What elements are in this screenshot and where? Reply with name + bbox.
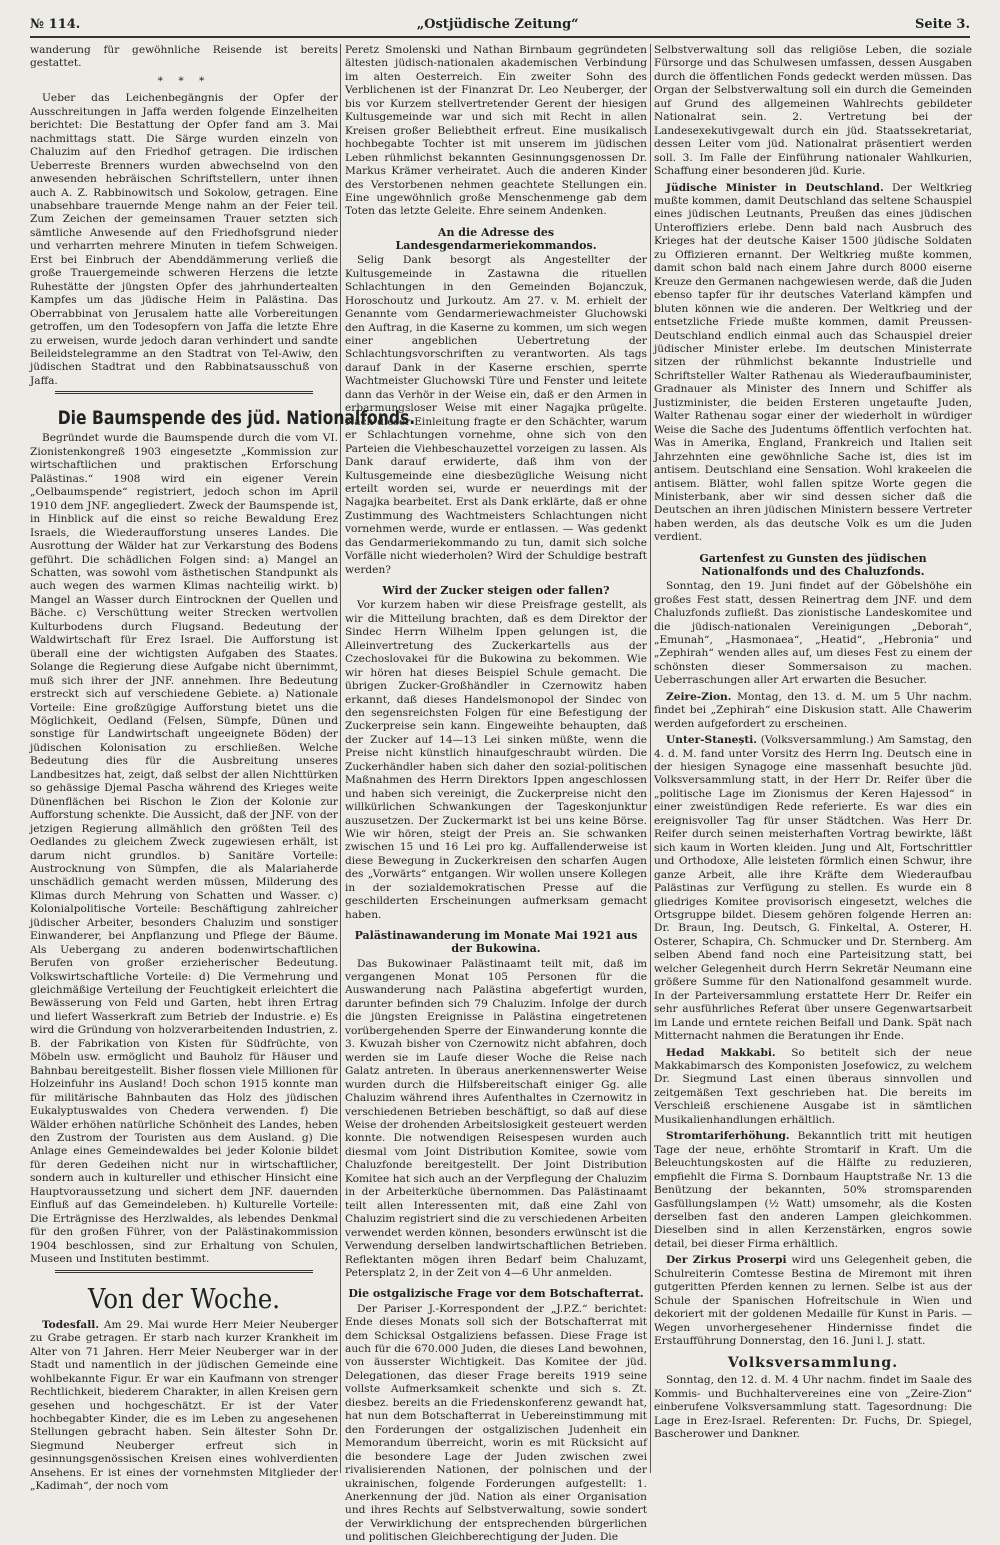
article-heading: Die Baumspende des jüd. Nationalfonds.	[57, 407, 416, 430]
news-item-title: Unter-Stanești.	[666, 734, 757, 747]
divider	[55, 391, 313, 394]
news-item	[654, 182, 972, 545]
article-heading: Die ostgalizische Frage vor dem Botschafterrat.	[348, 1287, 644, 1301]
article-heading: An die Adresse des Landesgendarmeriekommandos.	[395, 225, 597, 253]
article-text: Das Bukowinaer Palästinaamt teilt mit, daß im vergangenen Monat 105 Personen für die Auswanderung nach Palästina abgefertigt wurden, darunter befinden sich 79 Chaluzim. Infolge der durch die jüngsten Ereignisse in Palästina eingetretenen vorübergehenden Sperre der Einwanderung konnte die 3. Kwuzah bisher von Czernowitz nicht abfahren, doch werden sie im Laufe dieser Woche die Reise nach Galatz antreten. In überaus anerkennenswerter Weise wurden durch die Hilfsbereitschaft einiger Gg. alle Chaluzim während ihres Aufenthaltes in Czernowitz in verschiedenen Betrieben beschäftigt, so daß auf diese Weise der drohenden Arbeitslosigkeit gesteuert werden konnte. Die notwendigen Reisespesen wurden auch diesmal vom Joint Distribution Komitee, sowie vom Chaluzfonde bereitgestellt. Der Joint Distribution Komitee hat sich auch an der Verpflegung der Chaluzim in der Arbeiterküche übernommen. Das Palästinaamt teilt allen Interessenten mit, daß eine Zahl von Chaluzim registriert sind die zu verschiedenen Arbeiten verwendet werden können, besonders erwünscht ist die Verwendung derselben landwirtschaftlichen Betrieben. Reflektanten mögen ihren Bedarf beim Chaluzamt, Petersplatz 2, in der Zeit von 4—6 Uhr anmelden.	[345, 957, 647, 1279]
article-text: Selbstverwaltung soll das religiöse Leben, die soziale Fürsorge und das Schulwesen umfassen, dessen Ausgaben durch die öffentlichen Fonds gedeckt werden müssen. Das Organ der Selbstverwaltung soll ein durch die Gemeinden auf Grund des allgemeinen Wahlrechts gebildeter Nationalrat sein. 2. Vertretung bei der Landesexekutivgewalt durch ein jüd. Staatssekretariat, dessen Leiter vom jüd. Nationalrat präsentiert werden soll. 3. Im Falle der Einführung nationaler Wahlkurien, Schaffung einer besonderen jüd. Kurie.	[654, 44, 972, 178]
newspaper-title: „Ostjüdische Zeitung“	[416, 16, 579, 32]
news-item-title: Stromtariferhöhung.	[666, 1130, 790, 1143]
news-item-text: wird uns Gelegenheit geben, die Schulreiterin Comtesse Bestina de Miremont mit ihren gutgeritten Pferden kennen zu lernen. Selbe ist aus der Schule der Spanischen Hofreitschule in Wien und dekoriert mit der goldenen Medaille für Kunst in Paris. — Wegen unvorhergesehener Hindernisse findet die Erstaufführung Donnerstag, den 16. Juni l. J. statt.	[654, 1254, 973, 1348]
news-item-text: Montag, den 13. d. M. um 5 Uhr nachm. findet bei „Zephirah“ eine Diskusion statt. Alle Chawerim werden aufgefordert zu erscheinen.	[654, 690, 972, 730]
article-heading: Wird der Zucker steigen oder fallen?	[382, 584, 610, 598]
news-item-text: Am 29. Mai wurde Herr Meier Neuberger zu Grabe getragen. Er starb nach kurzer Krankheit im Alter von 71 Jahren. Herr Meier Neuberger war in der Stadt und namentlich in der jüdischen Gemeinde eine wohlbekannte Figur. Er war ein Kaufmann von strenger Rechtlichkeit, biederem Charakter, in allen Kreisen gern gesehen und hochgeschätzt. Er ist der Vater hochbegabter Kinder, die es im Leben zu angesehenen Stellungen gebracht haben. Sein ältester Sohn Dr. Siegmund Neuberger erfreut sich in gesinnungsgenössischen Kreisen eines wohlverdienten Ansehens. Er ist eines der vornehmsten Mitglieder der „Kadimah“, der noch vom	[30, 1318, 339, 1493]
column-divider	[340, 44, 341, 1473]
news-item	[30, 1319, 338, 1494]
news-item-title: Der Zirkus Proserpi	[666, 1254, 787, 1267]
news-item	[654, 1130, 972, 1251]
article-text: Sonntag, den 19. Juni findet auf der Göbelshöhe ein großes Fest statt, dessen Reinertrag dem JNF. und dem Chaluzfonds zufließt. Das zionistische Landeskomitee und die jüdisch-nationalen Vereinigungen „Deborah“, „Emunah“, „Hasmonaea“, „Heatid“, „Hebronia“ und „Zephirah“ wenden alles auf, um dieses Fest zu einem der schönsten dieser Sommersaison zu machen. Ueberraschungen aller Art erwarten die Besucher.	[654, 580, 972, 687]
column-2	[345, 44, 647, 1544]
news-item-title: Jüdische Minister in Deutschland.	[666, 181, 884, 194]
column-3	[654, 44, 972, 1473]
article-heading: Volksversammlung.	[727, 1354, 899, 1371]
article-text: Sonntag, den 12. d. M. 4 Uhr nachm. findet im Saale des Kommis- und Buchhaltervereines eine von „Zeire-Zion“ einberufene Volksversammlung statt. Tagesordnung: Die Lage in Erez-Israel. Referenten: Dr. Fuchs, Dr. Spiegel, Bascherower und Dankner.	[654, 1374, 972, 1441]
news-item-title: Hedad Makkabi.	[666, 1046, 776, 1059]
news-item-title: Todesfall.	[42, 1318, 100, 1331]
divider	[55, 1270, 313, 1273]
news-item	[654, 1047, 972, 1128]
article-heading: Palästinawanderung im Monate Mai 1921 aus der Bukowina.	[354, 929, 638, 956]
news-item-title: Zeire-Zion.	[666, 690, 732, 703]
article-text: Peretz Smolenski und Nathan Birnbaum gegründeten ältesten jüdisch-nationalen akademischen Verbindung im alten Oesterreich. Ein zweiter Sohn des Verblichenen ist der Finanzrat Dr. Leo Neuberger, der bis vor Kurzem stellvertretender Gerent der hiesigen Kultusgemeinde war und sich mit Recht in allen Kreisen großer Beliebtheit erfreut. Eine musikalisch hochbegabte Tochter ist mit unserem im jüdischen Leben rühmlichst bekannten Gesinnungsgenossen Dr. Markus Krämer verheiratet. Auch die anderen Kinder des Verstorbenen nehmen geachtete Stellungen ein. Eine ungewöhnlich große Menschenmenge gab dem Toten das letzte Geleite. Ehre seinem Andenken.	[345, 44, 647, 218]
news-item-text: So betitelt sich der neue Makkabimarsch des Komponisten Josefowicz, zu welchem Dr. Siegmund Last einen überaus sinnvollen und zeitgemäßen Text geschrieben hat. Die bereits im Verschleiß erschienene Ausgabe ist in sämtlichen Musikalienhandlungen erhältlich.	[654, 1046, 972, 1126]
article-text: Ueber das Leichenbegängnis der Opfer der Ausschreitungen in Jaffa werden folgende Einzelheiten berichtet: Die Bestattung der Opfer fand am 3. Mai nachmittags statt. Die Särge wurden einzeln von Chaluzim auf den Friedhof getragen. Die irdischen Ueberreste Brenners wurden abwechselnd von den anwesenden hebräischen Schriftstellern, unter ihnen auch A. Z. Rabbinowitsch und Sokolow, getragen. Eine unabsehbare trauernde Menge nahm an der Feier teil. Zum Zeichen der gemeinsamen Trauer setzten sich sämtliche Anwesende auf den Friedhofsgrund nieder und verharrten mehrere Minuten in tiefem Schweigen. Erst bei Einbruch der Abenddämmerung verließ die große Trauergemeinde schweren Herzens die letzte Ruhestätte der jüngsten Opfer des jahrhundertealten Kampfes um das jüdische Heim in Palästina. Das Oberrabbinat von Jerusalem hatte alle Vorbereitungen getroffen, um den Todesopfern von Jaffa die letzte Ehre zu erweisen, wurde jedoch daran verhindert und sandte Beileidstelegramme an den Stadtrat von Tel-Awiw, den jüdischen Stadtrat und den Rabbinatsausschuß von Jaffa.	[30, 92, 338, 387]
page-header	[30, 12, 970, 38]
column-1	[30, 44, 416, 1493]
article-text: Der Pariser J.-Korrespondent der „J.P.Z.“ berichtet: Ende dieses Monats soll sich der Botschafterrat mit dem Schicksal Ostgaliziens befassen. Diese Frage ist auch für die 670.000 Juden, die dieses Land bewohnen, von äusserster Wichtigkeit. Das Komitee der jüd. Delegationen, das dieser Frage bereits 1919 seine vollste Aufmerksamkeit schenkte und sich s. Zt. diesbez. bereits an die Friedenskonferenz gewandt hat, hat nun dem Botschafterrat in Uebereinstimmung mit den Forderungen der ostgalizischen Judenheit ein Memorandum überreicht, worin es mit Rücksicht auf die besondere Lage der Juden zwischen zwei rivalisierenden Nationen, der polnischen und der ukrainischen, folgende Forderungen aufgestellt: 1. Anerkennung der jüd. Nation als einer Organisation und ihres Rechts auf Selbstverwaltung, sowie sondert der Verwirklichung der entsprechenden bürgerlichen und politischen Gleichberechtigung der Juden. Die	[345, 1302, 647, 1544]
column-divider	[650, 44, 651, 1473]
news-item	[654, 691, 972, 731]
page-label: Seite 3.	[915, 16, 970, 32]
news-item-text: Bekanntlich tritt mit heutigen Tage der neue, erhöhte Stromtarif in Kraft. Um die Beleuchtungskosten auf die Hälfte zu reduzieren, empfiehlt die Firma S. Dornbaum Hauptstraße Nr. 13 die Benützung der bekannten, 50% stromsparenden Gasfüllungslampen (½ Watt) umsomehr, als die Kosten derselben fast den anderen Lampen gleichkommen. Dieselben sind in allen Kerzenstärken, engros sowie detail, bei dieser Firma erhältlich.	[654, 1130, 972, 1250]
article-text: Vor kurzem haben wir diese Preisfrage gestellt, als wir die Mitteilung brachten, daß es dem Direktor der Sindec Herrn Wilhelm Ippen gelungen ist, die Alleinvertretung des Zuckerkartells aus der Czechoslovakei für die Bukowina zu bekommen. Wie wir hören hat dieses Beispiel Schule gemacht. Die übrigen Zucker-Großhändler in Czernowitz haben erkannt, daß dieses Handelsmonopol der Sindec von den segensreichsten Folgen für eine Befestigung der Zuckerpreise sein kann. Eingeweihte behaupten, daß der Zucker auf 14—13 Lei sinken müßte, wenn die Preise nicht künstlich hinaufgeschraubt würden. Die Zuckerhändler haben sich daher den sozial-politischen Maßnahmen des Herrn Direktors Ippen angeschlossen und haben sich vereinigt, die Zuckerpreise nicht den willkürlichen Schwankungen der Tageskonjunktur auszusetzen. Der Zuckermarkt ist bei uns keine Börse. Wie wir hören, steigt der Preis an. Sie schwanken zwischen 15 und 16 Lei pro kg. Auffallenderweise ist diese Bewegung in Zuckerkreisen den scharfen Augen des „Vorwärts“ entgangen. Wir wollen unsere Kollegen in der sozialdemokratischen Presse auf die geschilderten Erscheinungen aufmerksam gemacht haben.	[345, 599, 647, 921]
news-item-text: (Volksversammlung.) Am Samstag, den 4. d. M. fand unter Vorsitz des Herrn Ing. Deutsch eine in der hiesigen Synagoge eine massenhaft besuchte jüd. Volksversammlung statt, in der Herr Dr. Reifer über die „politische Lage im Zionismus der Keren Hajessod“ in einer zweistündigen Rede referierte. Es war dies ein ereignisvoller Tag für unser Städtchen. Was Herr Dr. Reifer durch seinen meisterhaften Vortrag bewirkte, läßt sich kaum in Worten kleiden. Jung und Alt, Fortschrittler und Orthodoxe, Alle leisteten förmlich einen Schwur, ihre ganze Arbeit, alle ihre Kräfte dem Wiederaufbau Palästinas zur Verfügung zu stellen. Es wurde ein 8 gliedriges Komitee provisorisch eingesetzt, welches die Ortsgruppe bildet. Diesem gehören folgende Herren an: Dr. Braun, Ing. Deutsch, G. Finkeltal, A. Osterer, H. Osterer, Schapira, Ch. Schmucker und Dr. Sternberg. Am selben Abend fand noch eine Parteisitzung statt, bei welcher Gelegenheit durch Herrn Sekretär Neumann eine größere Summe für den Nationalfond gesammelt wurde. In der Parteiversammlung erstattete Herr Dr. Reifer ein sehr ausführliches Referat über unsere Gegenwartsarbeit im Lande und erntete reichen Beifall und Dank. Spät nach Mitternacht nahmen die Beratungen ihr Ende.	[654, 734, 973, 1043]
news-item	[654, 734, 972, 1043]
article-fragment: wanderung für gewöhnliche Reisende ist bereits gestattet.	[30, 44, 338, 70]
page-number: № 114.	[30, 16, 81, 32]
article-text: Selig Dank besorgt als Angestellter der Kultusgemeinde in Zastawna die rituellen Schlachtungen in den Gemeinden Bojanczuk, Horoschoutz und Jurkoutz. Am 27. v. M. erhielt der Genannte vom Gendarmeriewachmeister Gluchowski den Auftrag, in die Kaserne zu kommen, um sich wegen einer angeblichen Uebertretung der Schlachtungsvorschriften zu verantworten. Als tags darauf Dank in der Kaserne erschien, sperrte Wachtmeister Gluchowski Türe und Fenster und leitete dann das Verhör in der Weise ein, daß er den Armen in erbarmungsloser Weise mit einer Nagajka prügelte. Nach dieser Einleitung fragte er den Schächter, warum er Schlachtungen vornehme, ohne sich von den Parteien die Viehbeschauzettel vorzeigen zu lassen. Als Dank darauf erwiderte, daß ihm von der Kultusgemeinde eine diesbezügliche Weisung nicht erteilt worden sei, wurde er neuerdings mit der Nagajka bearbeitet. Erst als Dank erklärte, daß er ohne Zustimmung des Wachtmeisters Schlachtungen nicht vornehmen werde, wurde er entlassen. — Was gedenkt das Gendarmeriekommando zu tun, damit sich solche Vorfälle nicht wiederholen? Wird der Schuldige bestraft werden?	[345, 254, 647, 576]
section-heading: Von der Woche.	[88, 1283, 280, 1315]
article-heading: Gartenfest zu Gunsten des jüdischen Nationalfonds und des Chaluzfonds.	[699, 551, 927, 578]
article-text: Begründet wurde die Baumspende durch die vom VI. Zionistenkongreß 1903 eingesetzte „Kommission zur wirtschaftlichen und praktischen Erforschung Palästinas.“ 1908 wird ein eigener Verein „Oelbaumspende“ registriert, jedoch schon im April 1910 dem JNF. angegliedert. Zweck der Baumspende ist, in Hinblick auf die einst so reiche Bewaldung Erez Israels, die Wiederaufforstung unseres Landes. Die Ausrottung der Wälder hat zur Verkarstung des Bodens geführt. Die schädlichen Folgen sind: a) Mangel an Schatten, was sowohl vom ästhetischen Standpunkt als auch wegen des warmen Klimas nachteilig wirkt. b) Mangel an Wasser durch Eintrocknen der Quellen und Bäche. c) Verschüttung weiter Strecken wertvollen Kulturbodens durch Flugsand. Bedeutung der Waldwirtschaft für Erez Israel. Die Aufforstung ist überall eine der wichtigsten Aufgaben des Staates. Solange die Regierung diese Aufgabe nicht übernimmt, muß sich ihrer der JNF. annehmen. Ihre Bedeutung erstreckt sich auf verschiedene Gebiete. a) Nationale Vorteile: Eine großzügige Aufforstung bietet uns die Möglichkeit, Oedland (Felsen, Sümpfe, Dünen und sonstige für Landwirtschaft ungeeignete Böden) der jüdischen Kolonisation zu erschließen. Welche Bedeutung dies für die Ausbreitung unseres Landbesitzes hat, zeigt, daß selbst der allen Nichttürken so gehässige Djemal Pascha während des Krieges weite Dünenflächen bei Rischon le Zion der Kolonie zur Aufforstung schenkte. Die Aussicht, daß der JNF. von der jetzigen Regierung allmählich den größten Teil des Oedlandes zu gleichem Zweck zugewiesen erhält, ist darum nicht grundlos. b) Sanitäre Vorteile: Austrocknung von Sümpfen, die als Malariaherde unschädlich gemacht werden müssen, Milderung des Klimas durch Mehrung von Schatten und Wasser. c) Kolonialpolitische Vorteile: Beschäftigung zahlreicher jüdischer Arbeiter, besonders Chaluzim und sonstiger Einwanderer, bei Anpflanzung und Pflege der Bäume. Als Uebergang zu anderen bodenwirtschaftlichen Berufen von großer erzieherischer Bedeutung. Volkswirtschaftliche Vorteile: d) Die Vermehrung und gleichmäßige Verteilung der Feuchtigkeit erleichtert die Bewässerung von Feld und Garten, hebt ihren Ertrag und liefert Wasserkraft zum Betrieb der Industrie. e) Es wird die Gründung von holzverarbeitenden Industrien, z. B. der Fabrikation von Kisten für Südfrüchte, von Möbeln usw. ermöglicht und Bauholz für Häuser und Bahnbau bereitgestellt. Bisher flossen viele Millionen für Holzeinfuhr ins Ausland! Doch schon 1915 konnte man für militärische Bahnbauten das Holz des jüdischen Eukalyptuswaldes von Chedera verwenden. f) Die Wälder erhöhen natürliche Schönheit des Landes, heben den Zustrom der Touristen aus dem Ausland. g) Die Anlage eines Gemeindewaldes bei jeder Kolonie bildet für deren Gedeihen nicht nur in wirtschaftlicher, sondern auch in kultureller und ethischer Hinsicht eine Hauptvoraussetzung und sichert dem JNF. dauernden Einfluß auf das Gemeindeleben. h) Kulturelle Vorteile: Die Erträgnisse des Herzlwaldes, als lebendes Denkmal für den großen Führer, von der Palästinakommission 1904 beschlossen, sind zur Erhaltung von Schulen, Museen und Instituten bestimmt.	[30, 432, 338, 1266]
separator: * * *	[157, 74, 211, 87]
news-item-text: Der Weltkrieg mußte kommen, damit Deutschland das seltene Schauspiel eines jüdischen Leutnants, Preußen das eines jüdischen Unteroffiziers erlebe. Denn bald nach Ausbruch des Krieges hat der deutsche Kaiser 1500 jüdische Soldaten zu Offizieren ernannt. Der Weltkrieg mußte kommen, damit schon bald nach einem Jahre durch 8000 eiserne Kreuze den Germanen nachgewiesen werde, daß die Juden ebenso tapfer für ihr deutsches Vaterland kämpfen und bluten können wie die anderen. Der Weltkrieg und der entsetzliche Friede mußte kommen, damit Preussen-Deutschland endlich einmal auch das Schauspiel dreier jüdischer Minister erlebe. Im deutschen Ministerrate sitzen der rühmlichst bekannte Industrielle und Schriftsteller Walter Rathenau als Wiederaufbauminister, Gradnauer als Minister des Innern und Schiffer als Justizminister, die beiden Ersteren ungetaufte Juden, Walter Rathenau sogar einer der wiederholt in würdiger Weise die Sache des Judentums öffentlich verfochten hat. Was in Amerika, England, Frankreich und Italien seit Jahrzehnten eine gewöhnliche Sache ist, dies ist im antisem. Deutschland eine Sensation. Wohl krakeelen die antisem. Blätter, wohl fallen spitze Worte gegen die Ministerbank, aber wir sind dessen sicher daß die Deutschen an ihren jüdischen Ministern bessere Vertreter haben werden, als das deutsche Volk es um die Juden verdient.	[654, 181, 973, 544]
news-item	[654, 1254, 972, 1348]
